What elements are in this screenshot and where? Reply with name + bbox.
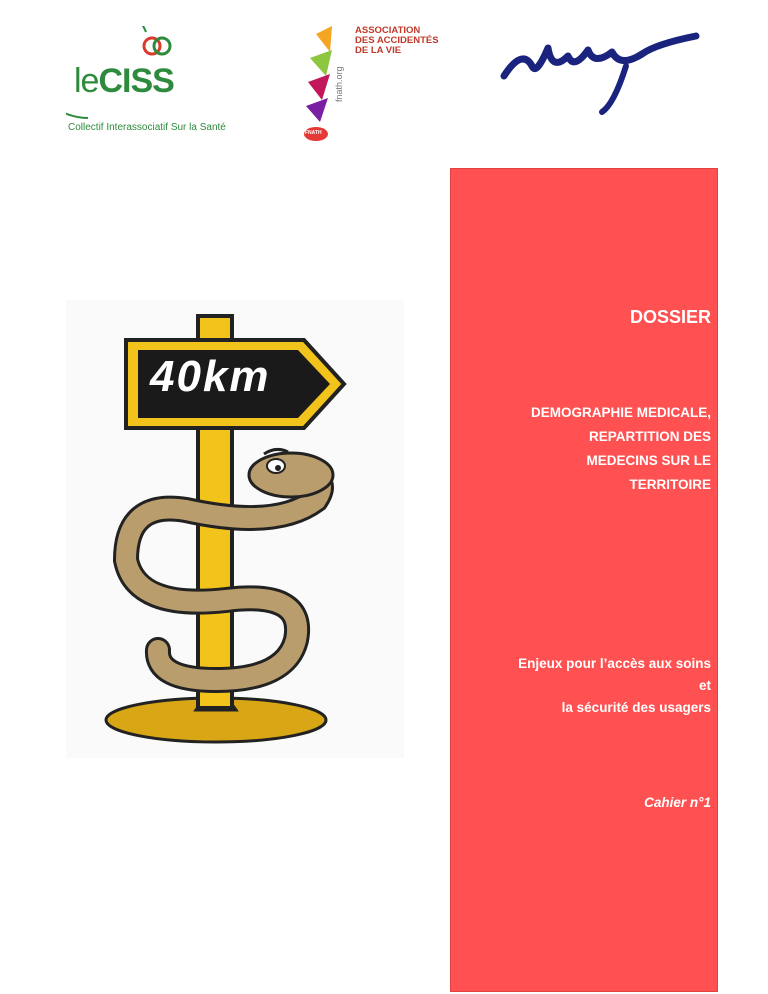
fnath-line-3: DE LA VIE [355, 45, 402, 56]
dossier-stakes [451, 653, 711, 719]
cover-illustration [66, 300, 404, 758]
stakes-line-2: et [698, 678, 711, 693]
cover-sidebar [450, 168, 718, 992]
unaf-logo-mark [496, 26, 702, 118]
ciss-logo-subtitle: Collectif Interassociatif Sur la Santé [68, 122, 226, 133]
dossier-label: DOSSIER [629, 307, 711, 327]
ciss-logo [66, 26, 256, 138]
stakes-line-1: Enjeux pour l’accès aux soins [518, 656, 711, 671]
fnath-line-2: DES ACCIDENTÉS [355, 35, 439, 46]
unaf-logo [496, 26, 702, 118]
fnath-logo-mark [300, 22, 360, 144]
subject-line-3: MEDECINS SUR LE [586, 453, 711, 468]
fnath-logo [300, 22, 460, 144]
ciss-logo-le: le [74, 62, 99, 100]
issue-number: Cahier n°1 [644, 795, 711, 810]
stakes-line-3: la sécurité des usagers [561, 700, 711, 715]
subject-line-4: TERRITOIRE [629, 477, 711, 492]
dossier-subject [461, 401, 711, 497]
fnath-badge-label: FNATH [305, 130, 322, 136]
subject-line-2: REPARTITION DES [588, 429, 711, 444]
sign-text: 40km [150, 352, 271, 401]
fnath-line-1: ASSOCIATION [355, 25, 421, 36]
subject-line-1: DEMOGRAPHIE MEDICALE, [530, 405, 711, 420]
fnath-url: fnath.org [334, 66, 344, 102]
ciss-logo-ciss: CISS [98, 62, 174, 100]
